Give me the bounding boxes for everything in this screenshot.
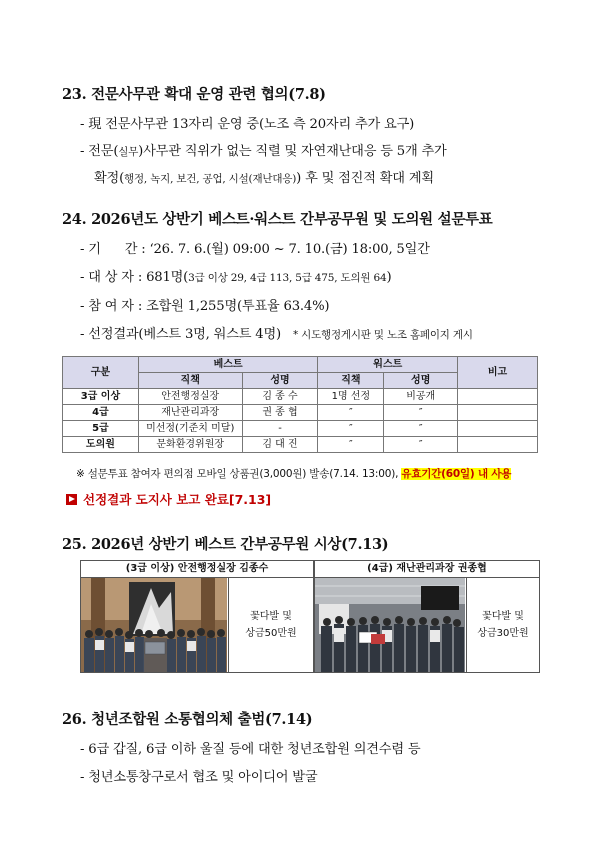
- header-worst: 워스트: [318, 357, 458, 373]
- section-24-target: - 대 상 자 : 681명(3급 이상 29, 4급 113, 5급 475, 도의원 64): [80, 270, 392, 285]
- header-best: 베스트: [138, 357, 318, 373]
- award-photo-panel-2: [314, 560, 540, 673]
- section-23-bullet-1: - 現 전문사무관 13자리 운영 중(노조 측 20자리 추가 요구): [80, 117, 415, 132]
- header-best-name: 성명: [242, 373, 318, 389]
- section-24-period: - 기 간 : ‘26. 7. 6.(월) 09:00 ~ 7. 10.(금) 18:00, 5일간: [80, 242, 430, 257]
- award-photo: [81, 578, 227, 672]
- validity-highlight: 유효기간(60일) 내 사용: [401, 468, 512, 480]
- header-note: 비고: [458, 357, 538, 389]
- photo-caption: (4급) 재난관리과장 권종협: [315, 561, 539, 578]
- section-23-bullet-2: - 전문(실무)사무관 직위가 없는 직렬 및 자연재난대응 등 5개 추가: [80, 144, 447, 159]
- prize-info: 꽃다발 및 상금50만원: [228, 578, 313, 672]
- section-23-title: 23. 전문사무관 확대 운영 관련 협의(7.8): [62, 86, 326, 103]
- photo-caption: (3급 이상) 안전행정실장 김종수: [81, 561, 313, 578]
- table-row: 3급 이상 안전행정실장 김 종 수 1명 선정 비공개: [63, 389, 538, 405]
- table-row: 5급 미선정(기준치 미달) - ″ ″: [63, 421, 538, 437]
- section-26-title: 26. 청년조합원 소통협의체 출범(7.14): [62, 711, 313, 728]
- award-photo-panel-1: [80, 560, 314, 673]
- table-row: 도의원 문화환경위원장 김 대 진 ″ ″: [63, 437, 538, 453]
- report-done: 선정결과 도지사 보고 완료[7.13]: [66, 490, 271, 508]
- section-26-bullet-2: - 청년소통창구로서 협조 및 아이디어 발굴: [80, 770, 318, 785]
- vote-result-table: [62, 356, 538, 453]
- header-worst-position: 직책: [318, 373, 384, 389]
- section-25-title: 25. 2026년 상반기 베스트 간부공무원 시상(7.13): [62, 536, 389, 553]
- arrow-box-icon: [66, 494, 77, 505]
- section-23-bullet-2-cont: 확정(행정, 녹지, 보건, 공업, 시설(재난대응)) 후 및 점진적 확대 계획: [94, 171, 434, 186]
- gift-note: ※ 설문투표 참여자 편의점 모바일 상품권(3,000원) 발송(7.14. 13:00), 유효기간(60일) 내 사용: [76, 468, 512, 480]
- award-photo: [315, 578, 465, 672]
- header-best-position: 직책: [138, 373, 242, 389]
- section-24-result: - 선정결과(베스트 3명, 워스트 4명) * 시도행정게시판 및 노조 홈페이지 게시: [80, 327, 473, 342]
- section-24-title: 24. 2026년도 상반기 베스트·워스트 간부공무원 및 도의원 설문투표: [62, 211, 493, 228]
- section-26-bullet-1: - 6급 갑질, 6급 이하 울질 등에 대한 청년조합원 의견수렴 등: [80, 742, 421, 757]
- section-24-participants: - 참 여 자 : 조합원 1,255명(투표율 63.4%): [80, 299, 330, 314]
- table-row: 4급 재난관리과장 권 종 협 ″ ″: [63, 405, 538, 421]
- prize-info: 꽃다발 및 상금30만원: [466, 578, 539, 672]
- header-worst-name: 성명: [384, 373, 458, 389]
- header-group: 구분: [63, 357, 139, 389]
